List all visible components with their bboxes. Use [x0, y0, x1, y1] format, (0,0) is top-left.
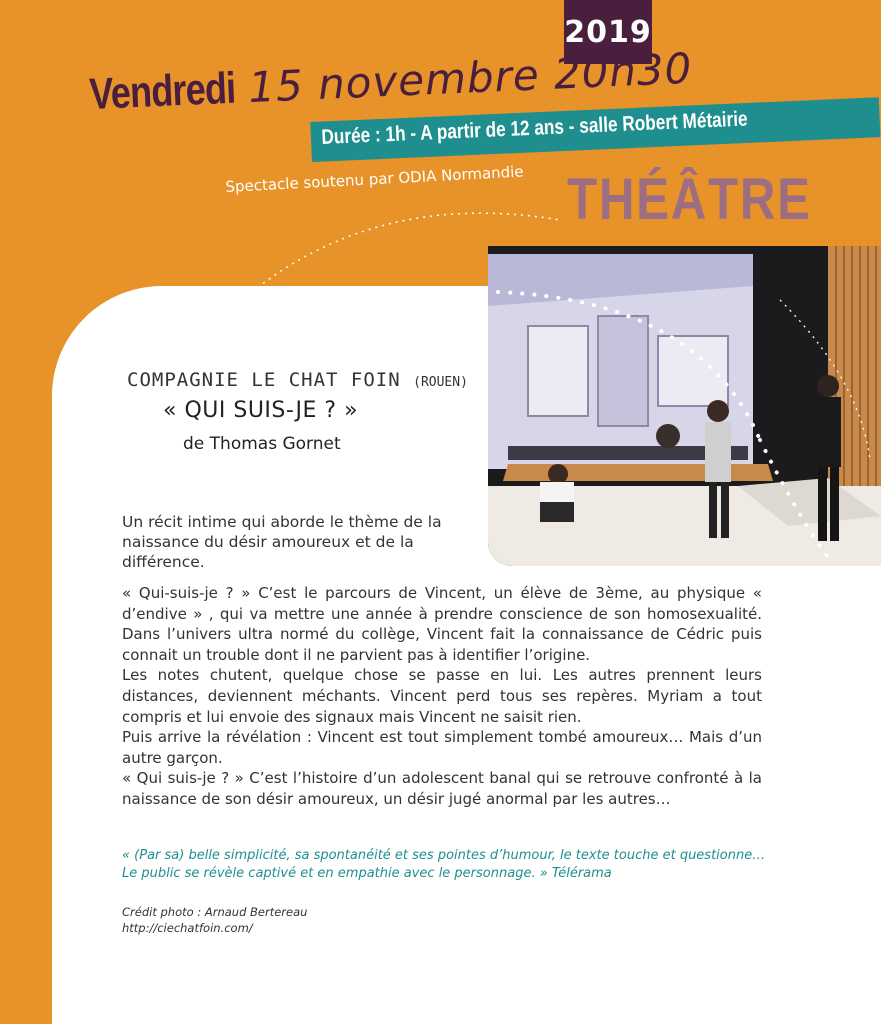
description-paragraph: « Qui-suis-je ? » C’est le parcours de Vincent, un élève de 3ème, au physique « d’endive » , qui va mettre une année à prendre conscience de son homosexualité. Dans l’univers ultra normé du collège, Vincent fait la connaissance de Cédric puis connait un trouble dont il ne parvient pas à identifier l’origine. — [122, 584, 762, 664]
press-quote — [122, 847, 782, 883]
photo-credit: Crédit photo : Arnaud Bertereau — [122, 905, 308, 919]
stage-photo-illustration — [488, 246, 881, 566]
company-website: http://ciechatfoin.com/ — [122, 921, 253, 935]
support-text: Spectacle soutenu par ODIA Normandie — [225, 162, 524, 196]
quote-line: Le public se révèle captivé et en empathie avec le personnage. » Télérama — [122, 866, 612, 881]
show-author: de Thomas Gornet — [183, 434, 341, 454]
show-photo — [488, 246, 881, 566]
quote-line: « (Par sa) belle simplicité, sa spontanéité et ses pointes d’humour, le texte touche et questionne… — [122, 848, 766, 863]
event-date-time: 15 novembre 20h30 — [247, 43, 694, 113]
description-paragraph: « Qui suis-je ? » C’est l’histoire d’un adolescent banal qui se retrouve confronté à la naissance de son désir amoureux, un désir jugé anormal par les autres… — [122, 769, 762, 808]
intro-paragraph: Un récit intime qui aborde le thème de la naissance du désir amoureux et de la différence. — [122, 513, 442, 571]
genre-label: THÉÂTRE — [567, 167, 812, 232]
company-city: (ROUEN) — [413, 375, 468, 390]
show-title: « QUI SUIS-JE ? » — [163, 398, 359, 423]
description-paragraph: Les notes chutent, quelque chose se passe en lui. Les autres prennent leurs distances, deviennent méchants. Vincent perd tous ses repères. Myriam a tout compris et lui envoie des signaux mais Vincent ne saisit rien. — [122, 666, 762, 726]
company-name — [127, 369, 468, 391]
year-badge: 2019 — [564, 0, 652, 64]
description — [122, 583, 762, 810]
event-day: Vendredi — [88, 63, 237, 119]
company-label: COMPAGNIE LE CHAT FOIN — [127, 369, 401, 391]
credits — [122, 904, 307, 936]
description-paragraph: Puis arrive la révélation : Vincent est tout simplement tombé amoureux… Mais d’un autre garçon. — [122, 728, 762, 767]
info-text: Durée : 1h - A partir de 12 ans - salle Robert Métairie — [320, 107, 749, 150]
